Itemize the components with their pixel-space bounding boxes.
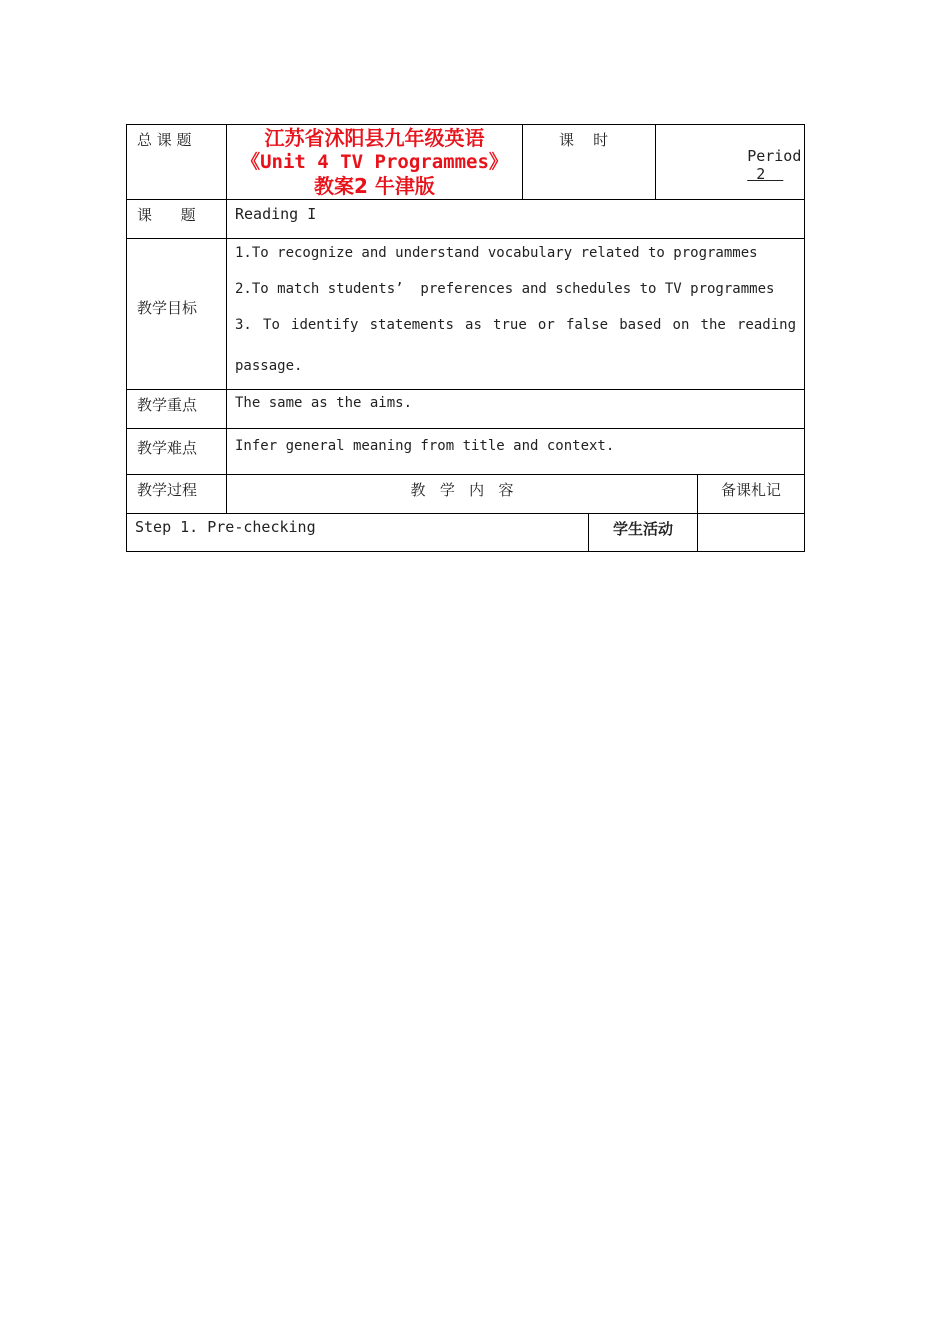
key-points-row bbox=[126, 390, 805, 429]
key-points-value: The same as the aims. bbox=[226, 390, 804, 428]
period-cell bbox=[655, 125, 806, 199]
process-row bbox=[126, 475, 805, 514]
title-line-3: 教案2 牛津版 bbox=[314, 174, 435, 198]
notes-header: 备课札记 bbox=[697, 475, 804, 513]
difficulties-value: Infer general meaning from title and context. bbox=[226, 429, 804, 474]
objective-item: 1.To recognize and understand vocabulary related to programmes bbox=[235, 245, 758, 261]
process-label: 教学过程 bbox=[137, 481, 198, 499]
difficulties-label: 教学难点 bbox=[137, 439, 198, 457]
period-value: 2 bbox=[747, 165, 784, 183]
title-line-2: 《Unit 4 TV Programmes》 bbox=[241, 151, 508, 173]
objectives-list bbox=[226, 239, 804, 389]
hours-label: 课 时 bbox=[522, 125, 655, 199]
key-points-label: 教学重点 bbox=[137, 396, 198, 414]
header-row bbox=[126, 124, 805, 200]
objectives-label: 教学目标 bbox=[137, 299, 198, 317]
lesson-row bbox=[126, 200, 805, 239]
step1-notes-cell bbox=[697, 514, 804, 551]
objective-item: 3. To identify statements as true or false based on the reading bbox=[235, 317, 796, 333]
difficulties-row bbox=[126, 429, 805, 475]
objective-item: passage. bbox=[235, 358, 303, 374]
title-line-1: 江苏省沭阳县九年级英语 bbox=[264, 126, 485, 150]
student-activity-label: 学生活动 bbox=[588, 514, 697, 551]
objective-item: 2.To match students’ preferences and schedules to TV programmes bbox=[235, 281, 775, 297]
step1-title: Step 1. Pre-checking bbox=[135, 518, 316, 536]
document-title bbox=[226, 125, 522, 199]
period-label: Period bbox=[747, 147, 802, 165]
lesson-label: 课 题 bbox=[137, 206, 196, 224]
lesson-value: Reading I bbox=[226, 200, 804, 238]
lesson-plan-table bbox=[126, 124, 805, 552]
objectives-row bbox=[126, 239, 805, 390]
topic-label: 总 课 题 bbox=[137, 131, 192, 149]
content-header: 教 学 内 容 bbox=[226, 475, 697, 513]
step1-row bbox=[126, 514, 805, 552]
